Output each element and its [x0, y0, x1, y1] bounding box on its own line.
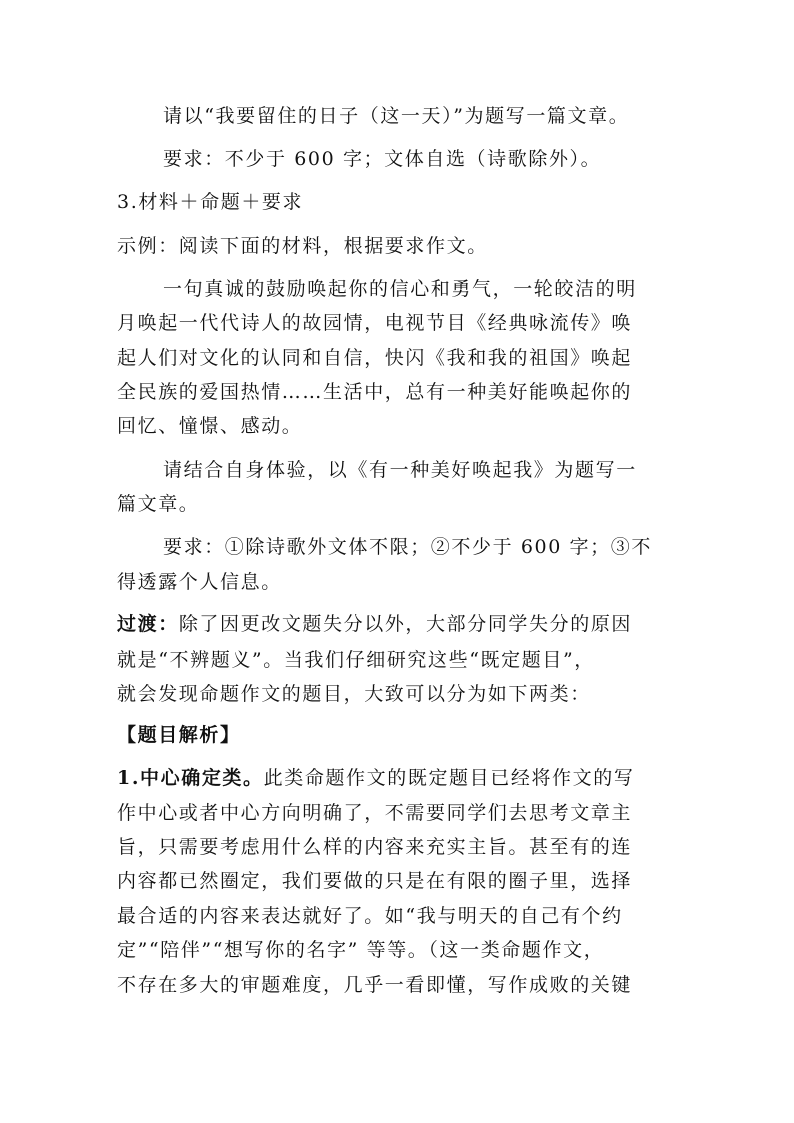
- section1-label: 1.中心确定类。: [117, 767, 264, 789]
- paragraph-line: 请以“我要留住的日子（这一天）”为题写一篇文章。: [163, 105, 630, 127]
- paragraph-line: 作中心或者中心方向明确了，不需要同学们去思考文章主: [117, 802, 633, 824]
- paragraph-line: 旨，只需要考虑用什么样的内容来充实主旨。甚至有的连: [117, 836, 633, 858]
- paragraph-line: 内容都已然圈定，我们要做的只是在有限的圈子里，选择: [117, 870, 633, 892]
- paragraph-line: 就是“不辨题义”。当我们仔细研究这些“既定题目”，: [117, 649, 595, 671]
- paragraph-line: 回忆、憧憬、感动。: [117, 415, 303, 437]
- section-heading: 【题目解析】: [117, 724, 241, 746]
- paragraph-line: 示例：阅读下面的材料，根据要求作文。: [117, 235, 488, 257]
- paragraph-line: 请结合自身体验，以《有一种美好唤起我》为题写一: [163, 459, 637, 481]
- paragraph-line: 定”“陪伴”“想写你的名字” 等等。（这一类命题作文，: [117, 939, 605, 961]
- paragraph-line: 不存在多大的审题难度，几乎一看即懂，写作成败的关键: [117, 974, 633, 996]
- paragraph-line: 过渡：除了因更改文题失分以外，大部分同学失分的原因: [117, 613, 633, 635]
- paragraph-line: 最合适的内容来表达就好了。如“我与明天的自己有个约: [117, 905, 623, 927]
- paragraph-line: 要求：不少于 600 字；文体自选（诗歌除外）。: [163, 148, 602, 170]
- paragraph-line: 要求：①除诗歌外文体不限；②不少于 600 字；③不: [163, 536, 652, 558]
- transition-label: 过渡：: [117, 613, 179, 635]
- paragraph-line: 全民族的爱国热情……生活中，总有一种美好能唤起你的: [117, 381, 633, 403]
- paragraph-line: 月唤起一代代诗人的故园情，电视节目《经典咏流传》唤: [117, 312, 633, 334]
- paragraph-line: 篇文章。: [117, 493, 200, 515]
- paragraph-line: 得透露个人信息。: [117, 571, 282, 593]
- paragraph-line: 3.材料＋命题＋要求: [117, 191, 304, 213]
- paragraph-line: 起人们对文化的认同和自信，快闪《我和我的祖国》唤起: [117, 347, 633, 369]
- paragraph-line: 就会发现命题作文的题目，大致可以分为如下两类：: [117, 683, 591, 705]
- paragraph-line: 1.中心确定类。此类命题作文的既定题目已经将作文的写: [117, 767, 635, 789]
- paragraph-line: 一句真诚的鼓励唤起你的信心和勇气，一轮皎洁的明: [163, 278, 637, 300]
